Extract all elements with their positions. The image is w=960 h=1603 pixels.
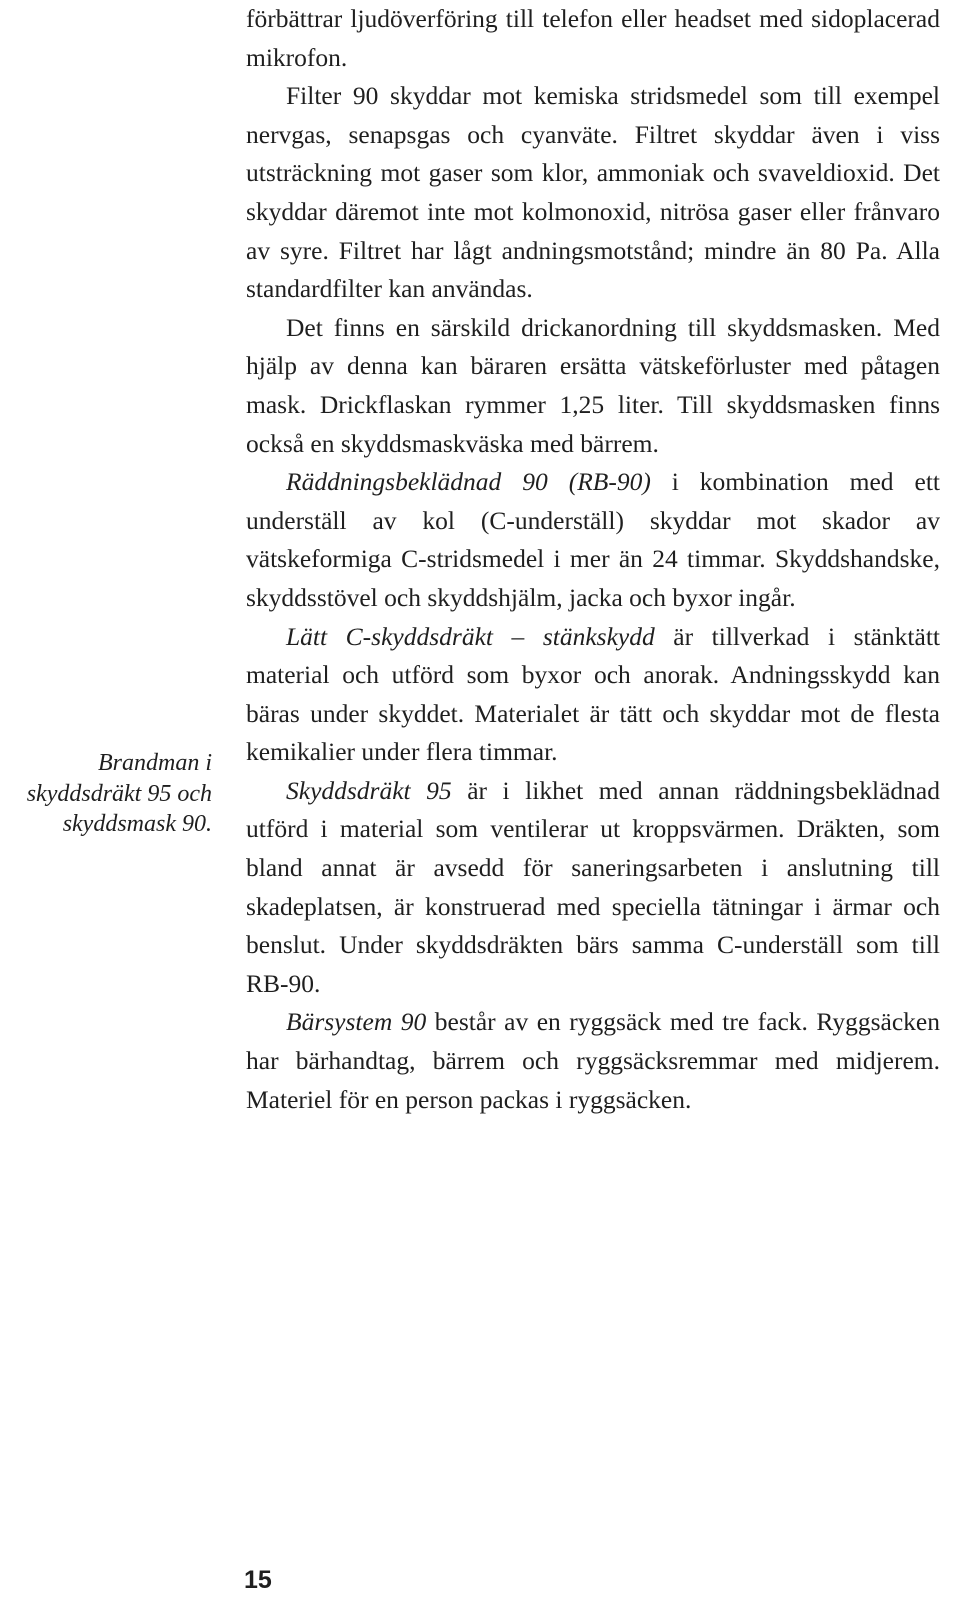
paragraph-suit-95 <box>246 772 940 1004</box>
term-light-c-suit: Lätt C-skyddsdräkt – stänkskydd <box>286 621 655 651</box>
paragraph-carry-system-90 <box>246 1003 940 1119</box>
paragraph-drink-device: Det finns en särskild drickanordning till skyddsmasken. Med hjälp av denna kan bäraren ersätta vätskeförluster med påtagen mask. Drickflaskan rymmer 1,25 liter. Till skyddsmasken finns också en skyddsmaskväska med bärrem. <box>246 312 940 458</box>
paragraph-continued: förbättrar ljudöverföring till telefon eller headset med sidoplacerad mikrofon. <box>246 4 940 72</box>
paragraph-body: är i likhet med annan räddningsbeklädnad utförd i material som ventilerar ut kroppsvärmen. Dräkten, som bland annat är avsedd för saneringsarbeten i anslutning till skadeplatsen, är konstruerad med speciella tätningar i ärmar och benslut. Under skyddsdräkten bärs samma C-underställ som till RB-90. <box>246 775 940 998</box>
term-carry-system-90: Bärsystem 90 <box>286 1007 427 1037</box>
body-text-column <box>246 0 940 1119</box>
caption-line: skyddsdräkt 95 och <box>26 780 212 807</box>
paragraph-light-c-suit <box>246 618 940 772</box>
term-suit-95: Skyddsdräkt 95 <box>286 775 452 805</box>
paragraph-body: i kombination med ett underställ av kol (C-underställ) skyddar mot skador av vätskeformiga C-stridsmedel i mer än 24 timmar. Skyddshandske, skyddsstövel och skyddshjälm, jacka och byxor ingår. <box>246 467 940 612</box>
caption-line: skyddsmask 90. <box>62 811 212 837</box>
term-rb-90: Räddningsbeklädnad 90 (RB-90) <box>286 467 651 497</box>
paragraph-body: består av en ryggsäck med tre fack. Ryggsäcken har bärhandtag, bärrem och ryggsäcksremmar med midjerem. Materiel för en person packas i ryggsäcken. <box>246 1007 941 1114</box>
page-number: 15 <box>244 1566 272 1594</box>
paragraph-rb-90 <box>246 463 940 617</box>
caption-line: Brandman i <box>98 750 212 776</box>
paragraph-filter-90: Filter 90 skyddar mot kemiska stridsmedel som till exempel nervgas, senapsgas och cyanväte. Filtret skyddar även i viss utsträckning mot gaser som klor, ammoniak och svaveldioxid. Det skyddar däremot inte mot kolmonoxid, nitrösa gaser eller frånvaro av syre. Filtret har lågt andningsmotstånd; mindre än 80 Pa. Alla standardfilter kan användas. <box>246 81 940 304</box>
paragraph-body: är tillverkad i stänktätt material och utförd som byxor och anorak. Andningsskydd kan bäras under skyddet. Materialet är tätt och skyddar mot de flesta kemikalier under flera timmar. <box>246 621 940 767</box>
image-caption <box>0 748 212 840</box>
